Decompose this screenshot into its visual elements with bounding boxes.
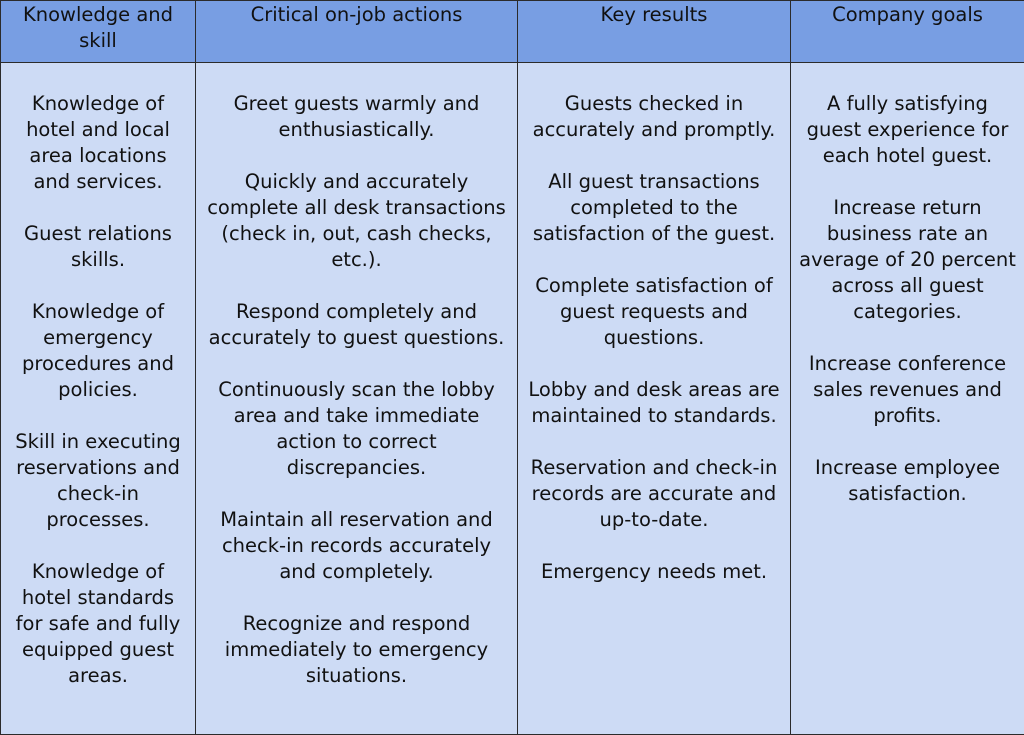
list-item: Recognize and respond immediately to emergency situations. (224, 612, 489, 687)
list-item: Lobby and desk areas are maintained to standards. (528, 378, 780, 427)
list-item: Complete satisfaction of guest requests and questions. (535, 274, 773, 349)
list-item: Emergency needs met. (540, 560, 768, 583)
list-item: Greet guests warmly and enthusiastically. (233, 92, 480, 141)
body-row (1, 63, 1024, 735)
list-item: Increase employee satisfaction. (815, 456, 1000, 505)
list-item: Respond completely and accurately to guest questions. (208, 300, 505, 349)
list-item: All guest transactions completed to the satisfaction of the guest. (532, 170, 776, 245)
list-item: Knowledge of hotel and local area locations and services. (26, 92, 170, 193)
header-knowledge-and-skill: Knowledge and skill (1, 1, 196, 63)
list-item: Guests checked in accurately and promptly. (532, 92, 776, 141)
header-key-results: Key results (518, 1, 791, 63)
list-item: Maintain all reservation and check-in records accurately and completely. (220, 508, 493, 583)
list-item: A fully satisfying guest experience for each hotel guest. (806, 92, 1009, 167)
list-item: Knowledge of hotel standards for safe and fully equipped guest areas. (15, 560, 181, 687)
knowledge-and-skill-cell (1, 63, 196, 735)
list-item: Knowledge of emergency procedures and policies. (22, 300, 174, 401)
list-item: Reservation and check-in records are accurate and up-to-date. (530, 456, 778, 531)
company-goals-cell (791, 63, 1024, 735)
header-company-goals: Company goals (791, 1, 1024, 63)
list-item: Quickly and accurately complete all desk transactions (check in, out, cash checks, etc.). (207, 170, 506, 271)
key-results-cell (518, 63, 791, 735)
list-item: Continuously scan the lobby area and take immediate action to correct discrepancies. (218, 378, 495, 479)
list-item: Increase conference sales revenues and profits. (808, 352, 1007, 427)
critical-on-job-actions-cell (196, 63, 518, 735)
list-item: Skill in executing reservations and check-in processes. (15, 430, 181, 531)
list-item: Guest relations skills. (24, 222, 172, 271)
header-row (1, 1, 1024, 63)
header-critical-on-job-actions: Critical on-job actions (196, 1, 518, 63)
list-item: Increase return business rate an average of 20 percent across all guest categories. (799, 196, 1016, 323)
